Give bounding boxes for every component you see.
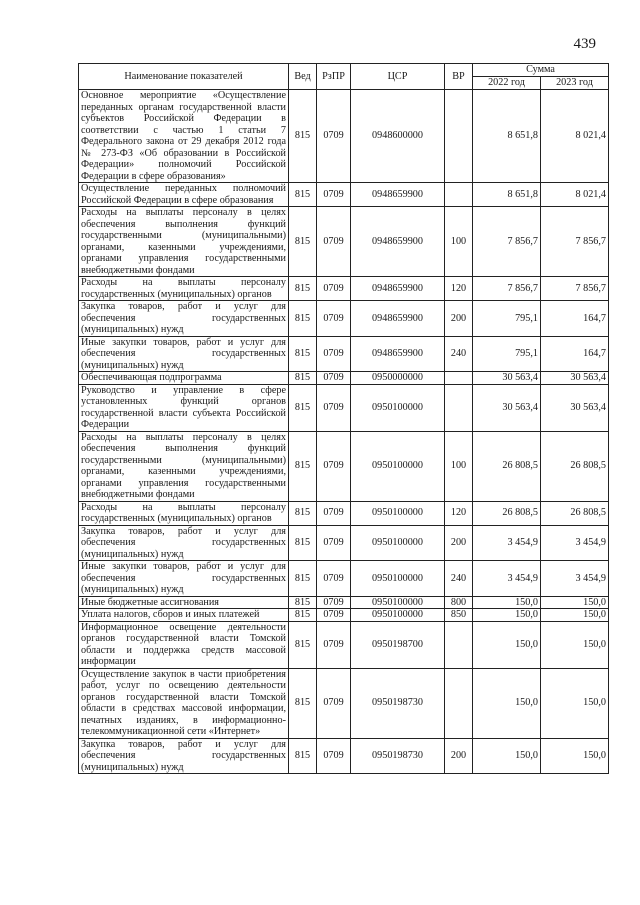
cell-ved: 815 (289, 431, 317, 501)
cell-sum-2022: 3 454,9 (473, 561, 541, 597)
cell-sum-2023: 150,0 (541, 596, 609, 609)
table-row (79, 384, 609, 431)
table-row (79, 336, 609, 372)
cell-ved: 815 (289, 384, 317, 431)
cell-csr: 0950100000 (351, 561, 445, 597)
cell-sum-2022: 26 808,5 (473, 501, 541, 525)
cell-sum-2023: 3 454,9 (541, 561, 609, 597)
budget-table (78, 63, 609, 774)
cell-sum-2022: 150,0 (473, 738, 541, 774)
cell-rzpr: 0709 (317, 336, 351, 372)
cell-vr (445, 183, 473, 207)
cell-rzpr: 0709 (317, 561, 351, 597)
cell-rzpr: 0709 (317, 621, 351, 668)
cell-rzpr: 0709 (317, 207, 351, 277)
cell-ved: 815 (289, 609, 317, 622)
header-csr: ЦСР (351, 64, 445, 90)
cell-rzpr: 0709 (317, 596, 351, 609)
cell-ved: 815 (289, 668, 317, 738)
header-sum: Сумма (473, 64, 609, 77)
cell-vr (445, 668, 473, 738)
cell-sum-2022: 8 651,8 (473, 90, 541, 183)
cell-csr: 0950198730 (351, 668, 445, 738)
cell-name: Расходы на выплаты персоналу государственных (муниципальных) органов (79, 501, 289, 525)
cell-name: Расходы на выплаты персоналу в целях обеспечения выполнения функций государственными (муниципальными) органами, казенными учреждениями, органами управления государственными внебюджетными фондами (79, 431, 289, 501)
table-row (79, 561, 609, 597)
cell-sum-2022: 150,0 (473, 609, 541, 622)
cell-vr (445, 372, 473, 385)
cell-ved: 815 (289, 501, 317, 525)
cell-sum-2023: 7 856,7 (541, 207, 609, 277)
cell-ved: 815 (289, 621, 317, 668)
cell-ved: 815 (289, 596, 317, 609)
cell-sum-2022: 8 651,8 (473, 183, 541, 207)
cell-rzpr: 0709 (317, 431, 351, 501)
cell-sum-2022: 795,1 (473, 336, 541, 372)
cell-sum-2023: 8 021,4 (541, 183, 609, 207)
table-row (79, 90, 609, 183)
table-row (79, 372, 609, 385)
table-row (79, 431, 609, 501)
header-year-2023: 2023 год (541, 77, 609, 90)
cell-name: Иные бюджетные ассигнования (79, 596, 289, 609)
header-year-2022: 2022 год (473, 77, 541, 90)
table-row (79, 301, 609, 337)
cell-sum-2022: 7 856,7 (473, 277, 541, 301)
cell-sum-2022: 3 454,9 (473, 525, 541, 561)
cell-sum-2023: 26 808,5 (541, 431, 609, 501)
cell-sum-2023: 3 454,9 (541, 525, 609, 561)
table-row (79, 525, 609, 561)
cell-vr: 100 (445, 431, 473, 501)
cell-sum-2023: 30 563,4 (541, 384, 609, 431)
cell-name: Руководство и управление в сфере установленных функций органов государственной власти субъекта Российской Федерации (79, 384, 289, 431)
cell-rzpr: 0709 (317, 301, 351, 337)
cell-csr: 0950100000 (351, 596, 445, 609)
cell-rzpr: 0709 (317, 277, 351, 301)
cell-sum-2023: 30 563,4 (541, 372, 609, 385)
cell-sum-2023: 150,0 (541, 609, 609, 622)
cell-rzpr: 0709 (317, 372, 351, 385)
cell-sum-2023: 26 808,5 (541, 501, 609, 525)
cell-rzpr: 0709 (317, 738, 351, 774)
cell-sum-2023: 7 856,7 (541, 277, 609, 301)
cell-csr: 0950100000 (351, 384, 445, 431)
cell-name: Расходы на выплаты персоналу государственных (муниципальных) органов (79, 277, 289, 301)
cell-vr: 850 (445, 609, 473, 622)
cell-sum-2022: 30 563,4 (473, 372, 541, 385)
table-row (79, 207, 609, 277)
cell-csr: 0950198700 (351, 621, 445, 668)
cell-csr: 0948659900 (351, 301, 445, 337)
cell-vr: 240 (445, 561, 473, 597)
cell-sum-2023: 164,7 (541, 301, 609, 337)
cell-vr: 200 (445, 301, 473, 337)
cell-csr: 0950100000 (351, 501, 445, 525)
cell-name: Иные закупки товаров, работ и услуг для обеспечения государственных (муниципальных) нужд (79, 561, 289, 597)
cell-ved: 815 (289, 336, 317, 372)
cell-vr (445, 621, 473, 668)
cell-rzpr: 0709 (317, 668, 351, 738)
cell-vr: 240 (445, 336, 473, 372)
header-ved: Вед (289, 64, 317, 90)
cell-name: Расходы на выплаты персоналу в целях обеспечения выполнения функций государственными (муниципальными) органами, казенными учреждениями, органами управления государственными внебюджетными фондами (79, 207, 289, 277)
cell-vr: 120 (445, 277, 473, 301)
table-row (79, 609, 609, 622)
cell-name: Основное мероприятие «Осуществление переданных органам государственной власти субъектов Российской Федерации в соответствии с частью 1 статьи 7 Федерального закона от 29 декабря 2012 года № 273-ФЗ «Об образовании в Российской Федерации» полномочий Российской Федерации в сфере образования» (79, 90, 289, 183)
cell-name: Информационное освещение деятельности органов государственной власти Томской области и поддержка средств массовой информации (79, 621, 289, 668)
table-row (79, 596, 609, 609)
cell-rzpr: 0709 (317, 384, 351, 431)
cell-vr: 200 (445, 738, 473, 774)
cell-rzpr: 0709 (317, 90, 351, 183)
cell-vr: 800 (445, 596, 473, 609)
cell-ved: 815 (289, 738, 317, 774)
cell-ved: 815 (289, 277, 317, 301)
page-number: 439 (573, 36, 596, 52)
table-row (79, 738, 609, 774)
cell-ved: 815 (289, 525, 317, 561)
cell-name: Закупка товаров, работ и услуг для обеспечения государственных (муниципальных) нужд (79, 525, 289, 561)
cell-csr: 0948659900 (351, 183, 445, 207)
cell-sum-2022: 26 808,5 (473, 431, 541, 501)
header-vr: ВР (445, 64, 473, 90)
cell-ved: 815 (289, 183, 317, 207)
cell-sum-2022: 150,0 (473, 668, 541, 738)
cell-csr: 0948600000 (351, 90, 445, 183)
cell-sum-2023: 150,0 (541, 738, 609, 774)
table-row (79, 277, 609, 301)
cell-name: Осуществление переданных полномочий Российской Федерации в сфере образования (79, 183, 289, 207)
cell-csr: 0950100000 (351, 431, 445, 501)
cell-ved: 815 (289, 561, 317, 597)
table-row (79, 621, 609, 668)
cell-name: Обеспечивающая подпрограмма (79, 372, 289, 385)
cell-csr: 0948659900 (351, 207, 445, 277)
cell-ved: 815 (289, 301, 317, 337)
cell-sum-2022: 7 856,7 (473, 207, 541, 277)
table-row (79, 501, 609, 525)
cell-sum-2022: 30 563,4 (473, 384, 541, 431)
cell-name: Иные закупки товаров, работ и услуг для обеспечения государственных (муниципальных) нужд (79, 336, 289, 372)
cell-name: Осуществление закупок в части приобретения работ, услуг по освещению деятельности органов государственной власти Томской области в средствах массовой информации, печатных изданиях, в информационно-телекоммуникационной сети «Интернет» (79, 668, 289, 738)
cell-name: Закупка товаров, работ и услуг для обеспечения государственных (муниципальных) нужд (79, 738, 289, 774)
cell-csr: 0948659900 (351, 336, 445, 372)
cell-vr: 100 (445, 207, 473, 277)
cell-ved: 815 (289, 372, 317, 385)
cell-vr (445, 90, 473, 183)
cell-name: Уплата налогов, сборов и иных платежей (79, 609, 289, 622)
cell-vr: 120 (445, 501, 473, 525)
cell-csr: 0948659900 (351, 277, 445, 301)
cell-vr: 200 (445, 525, 473, 561)
cell-rzpr: 0709 (317, 609, 351, 622)
cell-csr: 0950100000 (351, 525, 445, 561)
cell-sum-2022: 150,0 (473, 621, 541, 668)
cell-rzpr: 0709 (317, 183, 351, 207)
cell-sum-2022: 150,0 (473, 596, 541, 609)
cell-name: Закупка товаров, работ и услуг для обеспечения государственных (муниципальных) нужд (79, 301, 289, 337)
cell-sum-2023: 164,7 (541, 336, 609, 372)
cell-csr: 0950000000 (351, 372, 445, 385)
cell-sum-2023: 150,0 (541, 668, 609, 738)
header-rzpr: РзПР (317, 64, 351, 90)
cell-csr: 0950198730 (351, 738, 445, 774)
cell-rzpr: 0709 (317, 501, 351, 525)
cell-vr (445, 384, 473, 431)
cell-rzpr: 0709 (317, 525, 351, 561)
cell-sum-2022: 795,1 (473, 301, 541, 337)
cell-ved: 815 (289, 207, 317, 277)
cell-sum-2023: 150,0 (541, 621, 609, 668)
cell-csr: 0950100000 (351, 609, 445, 622)
cell-ved: 815 (289, 90, 317, 183)
table-row (79, 668, 609, 738)
header-name: Наименование показателей (79, 64, 289, 90)
cell-sum-2023: 8 021,4 (541, 90, 609, 183)
table-row (79, 183, 609, 207)
table-body (79, 90, 609, 774)
